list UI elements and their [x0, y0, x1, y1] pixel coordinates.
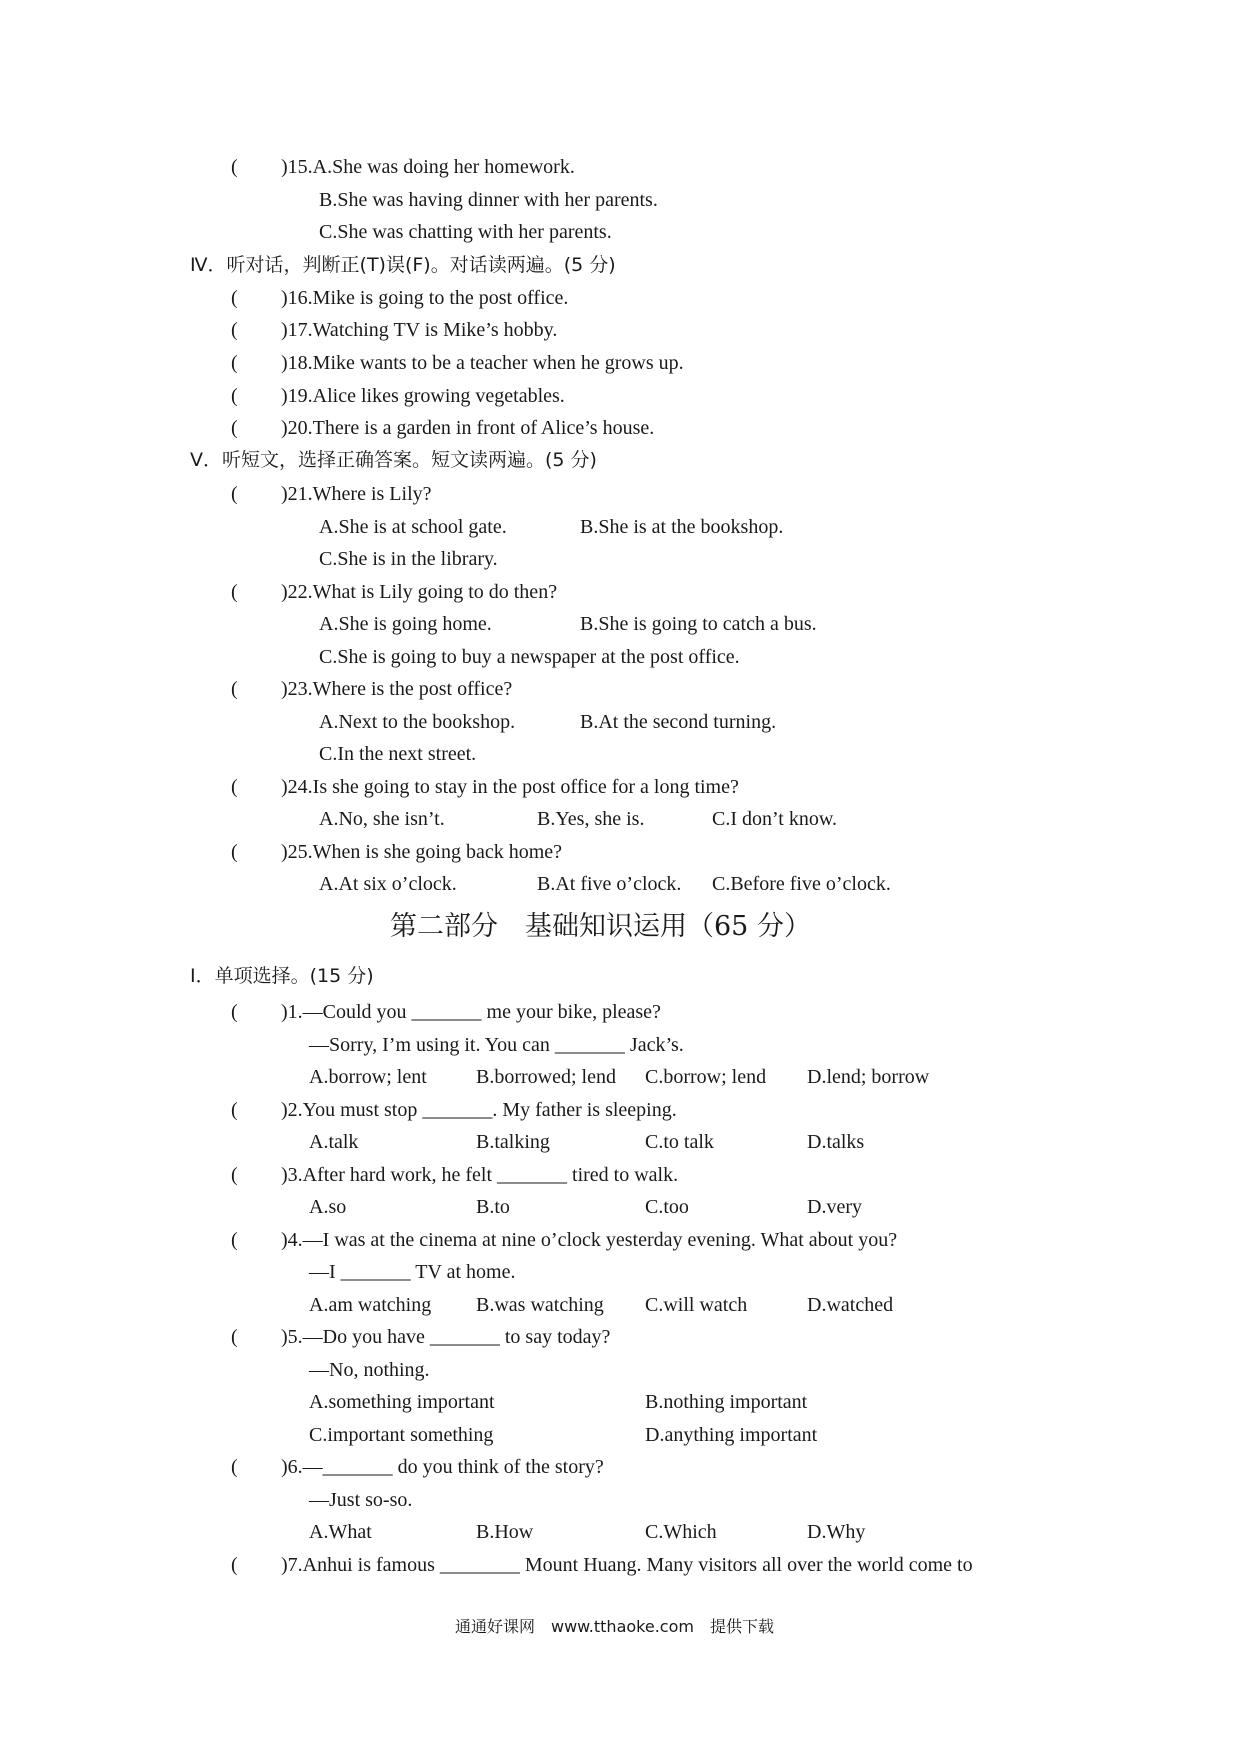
question-19: )19.Alice likes growing vegetables.: [281, 385, 565, 407]
answer-bracket: (: [231, 1456, 238, 1478]
question-6-line2: —Just so-so.: [309, 1489, 413, 1511]
answer-bracket: (: [231, 1099, 238, 1121]
section-4-title: Ⅳ．听对话，判断正(T)误(F)。对话读两遍。(5 分): [190, 254, 616, 276]
answer-bracket: (: [231, 352, 238, 374]
option-a: A.something important: [309, 1391, 495, 1413]
question-5-line2: —No, nothing.: [309, 1359, 430, 1381]
option-c: C.She is going to buy a newspaper at the post office.: [319, 646, 740, 668]
answer-bracket: (: [231, 1229, 238, 1251]
answer-bracket: (: [231, 287, 238, 309]
question-1-line2: —Sorry, I’m using it. You can _______ Jack’s.: [309, 1034, 684, 1056]
option-a: A.talk: [309, 1131, 359, 1153]
option-c: C.Before five o’clock.: [712, 873, 891, 895]
option-d: D.watched: [807, 1294, 894, 1316]
answer-bracket: (: [231, 1326, 238, 1348]
question-21: )21.Where is Lily?: [281, 483, 432, 505]
section-1-title: Ⅰ．单项选择。(15 分): [190, 965, 374, 987]
option-c: C.She was chatting with her parents.: [319, 221, 612, 243]
option-a: A.Next to the bookshop.: [319, 711, 516, 733]
page-footer: 通通好课网 www.tthaoke.com 提供下载: [455, 1617, 774, 1636]
question-2: )2.You must stop _______. My father is sleeping.: [281, 1099, 677, 1121]
question-5: )5.—Do you have _______ to say today?: [281, 1326, 611, 1348]
option-c: C.borrow; lend: [645, 1066, 767, 1088]
answer-bracket: (: [231, 483, 238, 505]
question-15: )15.A.She was doing her homework.: [281, 156, 575, 178]
question-16: )16.Mike is going to the post office.: [281, 287, 569, 309]
question-7: )7.Anhui is famous ________ Mount Huang. Many visitors all over the world come to: [281, 1554, 973, 1576]
option-b: B.talking: [476, 1131, 550, 1153]
option-a: A.What: [309, 1521, 372, 1543]
option-b: B.She is at the bookshop.: [580, 516, 784, 538]
option-b: B.At the second turning.: [580, 711, 777, 733]
question-4-line2: —I _______ TV at home.: [309, 1261, 516, 1283]
option-d: D.very: [807, 1196, 862, 1218]
option-b: B.At five o’clock.: [537, 873, 682, 895]
question-3: )3.After hard work, he felt _______ tired to walk.: [281, 1164, 679, 1186]
option-c: C.will watch: [645, 1294, 748, 1316]
option-c: C.important something: [309, 1424, 494, 1446]
option-b: B.borrowed; lend: [476, 1066, 616, 1088]
question-20: )20.There is a garden in front of Alice’s house.: [281, 417, 655, 439]
option-a: A.She is going home.: [319, 613, 492, 635]
answer-bracket: (: [231, 1001, 238, 1023]
option-b: B.How: [476, 1521, 534, 1543]
option-c: C.In the next street.: [319, 743, 477, 765]
answer-bracket: (: [231, 1164, 238, 1186]
question-1: )1.—Could you _______ me your bike, please?: [281, 1001, 661, 1023]
option-b: B.was watching: [476, 1294, 604, 1316]
question-4: )4.—I was at the cinema at nine o’clock yesterday evening. What about you?: [281, 1229, 898, 1251]
answer-bracket: (: [231, 385, 238, 407]
option-a: A.borrow; lent: [309, 1066, 427, 1088]
question-6: )6.—_______ do you think of the story?: [281, 1456, 604, 1478]
option-d: D.Why: [807, 1521, 866, 1543]
option-c: C.She is in the library.: [319, 548, 498, 570]
question-25: )25.When is she going back home?: [281, 841, 563, 863]
answer-bracket: (: [231, 678, 238, 700]
question-23: )23.Where is the post office?: [281, 678, 513, 700]
option-d: D.talks: [807, 1131, 865, 1153]
option-d: D.anything important: [645, 1424, 818, 1446]
answer-bracket: (: [231, 319, 238, 341]
answer-bracket: (: [231, 417, 238, 439]
option-a: A.No, she isn’t.: [319, 808, 445, 830]
question-17: )17.Watching TV is Mike’s hobby.: [281, 319, 558, 341]
question-18: )18.Mike wants to be a teacher when he grows up.: [281, 352, 684, 374]
option-d: D.lend; borrow: [807, 1066, 930, 1088]
answer-bracket: (: [231, 581, 238, 603]
option-a: A.so: [309, 1196, 347, 1218]
option-b: B.nothing important: [645, 1391, 808, 1413]
option-c: C.to talk: [645, 1131, 714, 1153]
option-a: A.At six o’clock.: [319, 873, 457, 895]
option-a: A.am watching: [309, 1294, 432, 1316]
answer-bracket: (: [231, 841, 238, 863]
option-b: B.She was having dinner with her parents.: [319, 189, 658, 211]
option-c: C.Which: [645, 1521, 717, 1543]
answer-bracket: (: [231, 156, 238, 178]
option-c: C.too: [645, 1196, 689, 1218]
question-22: )22.What is Lily going to do then?: [281, 581, 558, 603]
answer-bracket: (: [231, 1554, 238, 1576]
option-a: A.She is at school gate.: [319, 516, 507, 538]
option-b: B.She is going to catch a bus.: [580, 613, 817, 635]
part-2-heading: 第二部分 基础知识运用（65 分）: [390, 911, 811, 942]
answer-bracket: (: [231, 776, 238, 798]
option-b: B.to: [476, 1196, 510, 1218]
option-b: B.Yes, she is.: [537, 808, 645, 830]
section-5-title: Ⅴ．听短文，选择正确答案。短文读两遍。(5 分): [190, 449, 597, 471]
question-24: )24.Is she going to stay in the post office for a long time?: [281, 776, 739, 798]
option-c: C.I don’t know.: [712, 808, 837, 830]
